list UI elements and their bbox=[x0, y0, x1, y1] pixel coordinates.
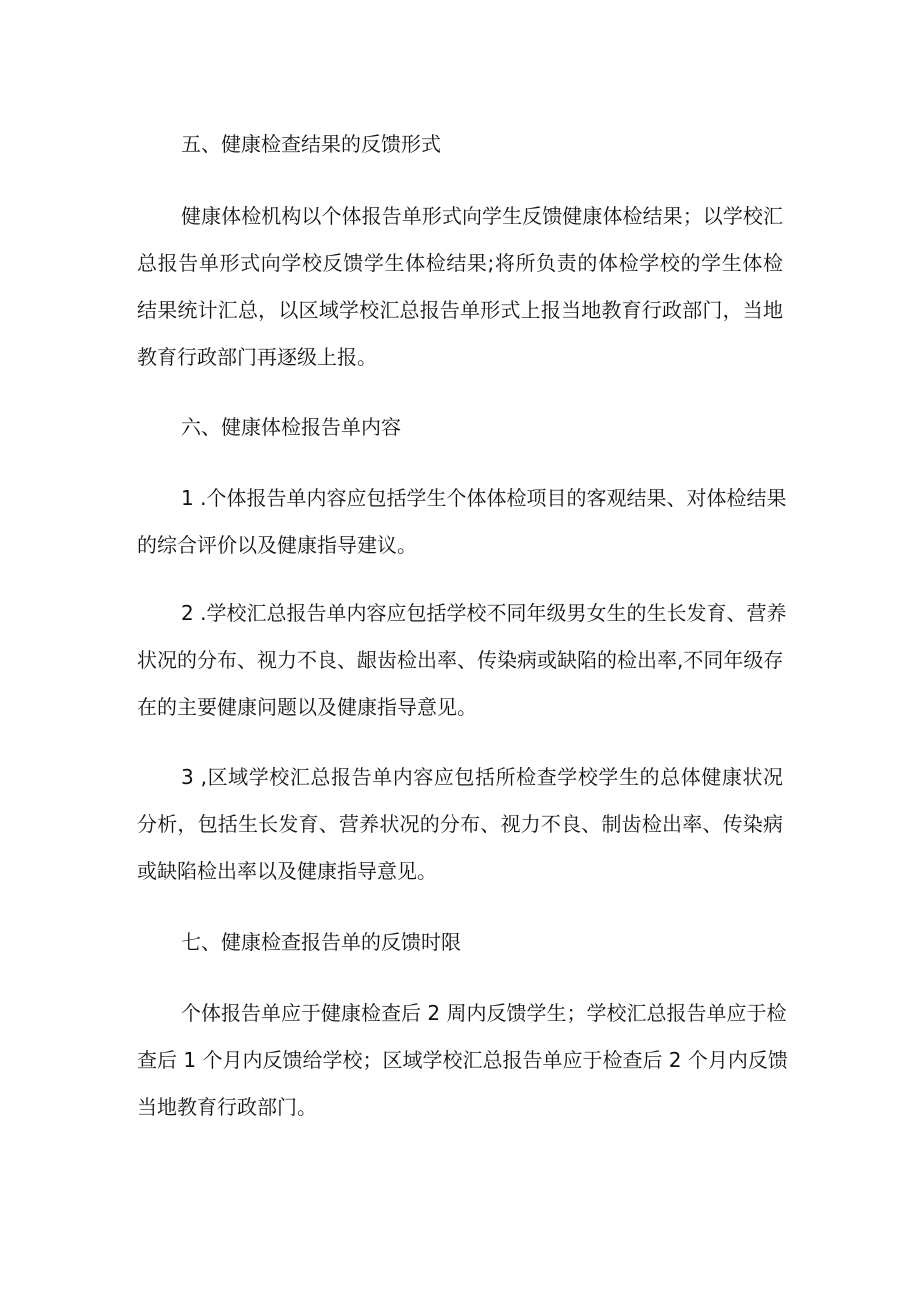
list-item-3-line: 3 ,区域学校汇总报告单内容应包括所检查学校学生的总体健康状况 bbox=[181, 765, 783, 789]
section-7-heading: 七、健康检查报告单的反馈时限 bbox=[181, 930, 461, 954]
list-item-2-line: 在的主要健康问题以及健康指导意见。 bbox=[137, 695, 477, 719]
list-item-3-line: 分析，包括生长发育、营养状况的分布、视力不良、制齿检出率、传染病 bbox=[137, 812, 783, 836]
list-item-1-line: 的综合评价以及健康指导建议。 bbox=[137, 533, 417, 557]
paragraph-line: 教育行政部门再逐级上报。 bbox=[137, 345, 377, 369]
paragraph-line: 健康体检机构以个体报告单形式向学生反馈健康体检结果；以学校汇 bbox=[181, 204, 783, 228]
paragraph-line: 查后 1 个月内反馈给学校；区域学校汇总报告单应于检查后 2 个月内反馈 bbox=[137, 1048, 788, 1072]
list-item-1-line: 1 .个体报告单内容应包括学生个体体检项目的客观结果、对体检结果 bbox=[181, 486, 787, 510]
list-item-2-line: 状况的分布、视力不良、龈齿检出率、传染病或缺陷的检出率,不同年级存 bbox=[137, 648, 784, 672]
paragraph-line: 个体报告单应于健康检查后 2 周内反馈学生；学校汇总报告单应于检 bbox=[181, 1001, 787, 1025]
section-6-heading: 六、健康体检报告单内容 bbox=[181, 415, 401, 439]
section-5-heading: 五、健康检查结果的反馈形式 bbox=[181, 132, 441, 156]
paragraph-line: 结果统计汇总，以区域学校汇总报告单形式上报当地教育行政部门，当地 bbox=[137, 298, 783, 322]
paragraph-line: 总报告单形式向学校反馈学生体检结果;将所负责的体检学校的学生体检 bbox=[137, 251, 783, 275]
list-item-3-line: 或缺陷检出率以及健康指导意见。 bbox=[137, 859, 437, 883]
paragraph-line: 当地教育行政部门。 bbox=[137, 1095, 317, 1119]
list-item-2-line: 2 .学校汇总报告单内容应包括学校不同年级男女生的生长发育、营养 bbox=[181, 601, 787, 625]
